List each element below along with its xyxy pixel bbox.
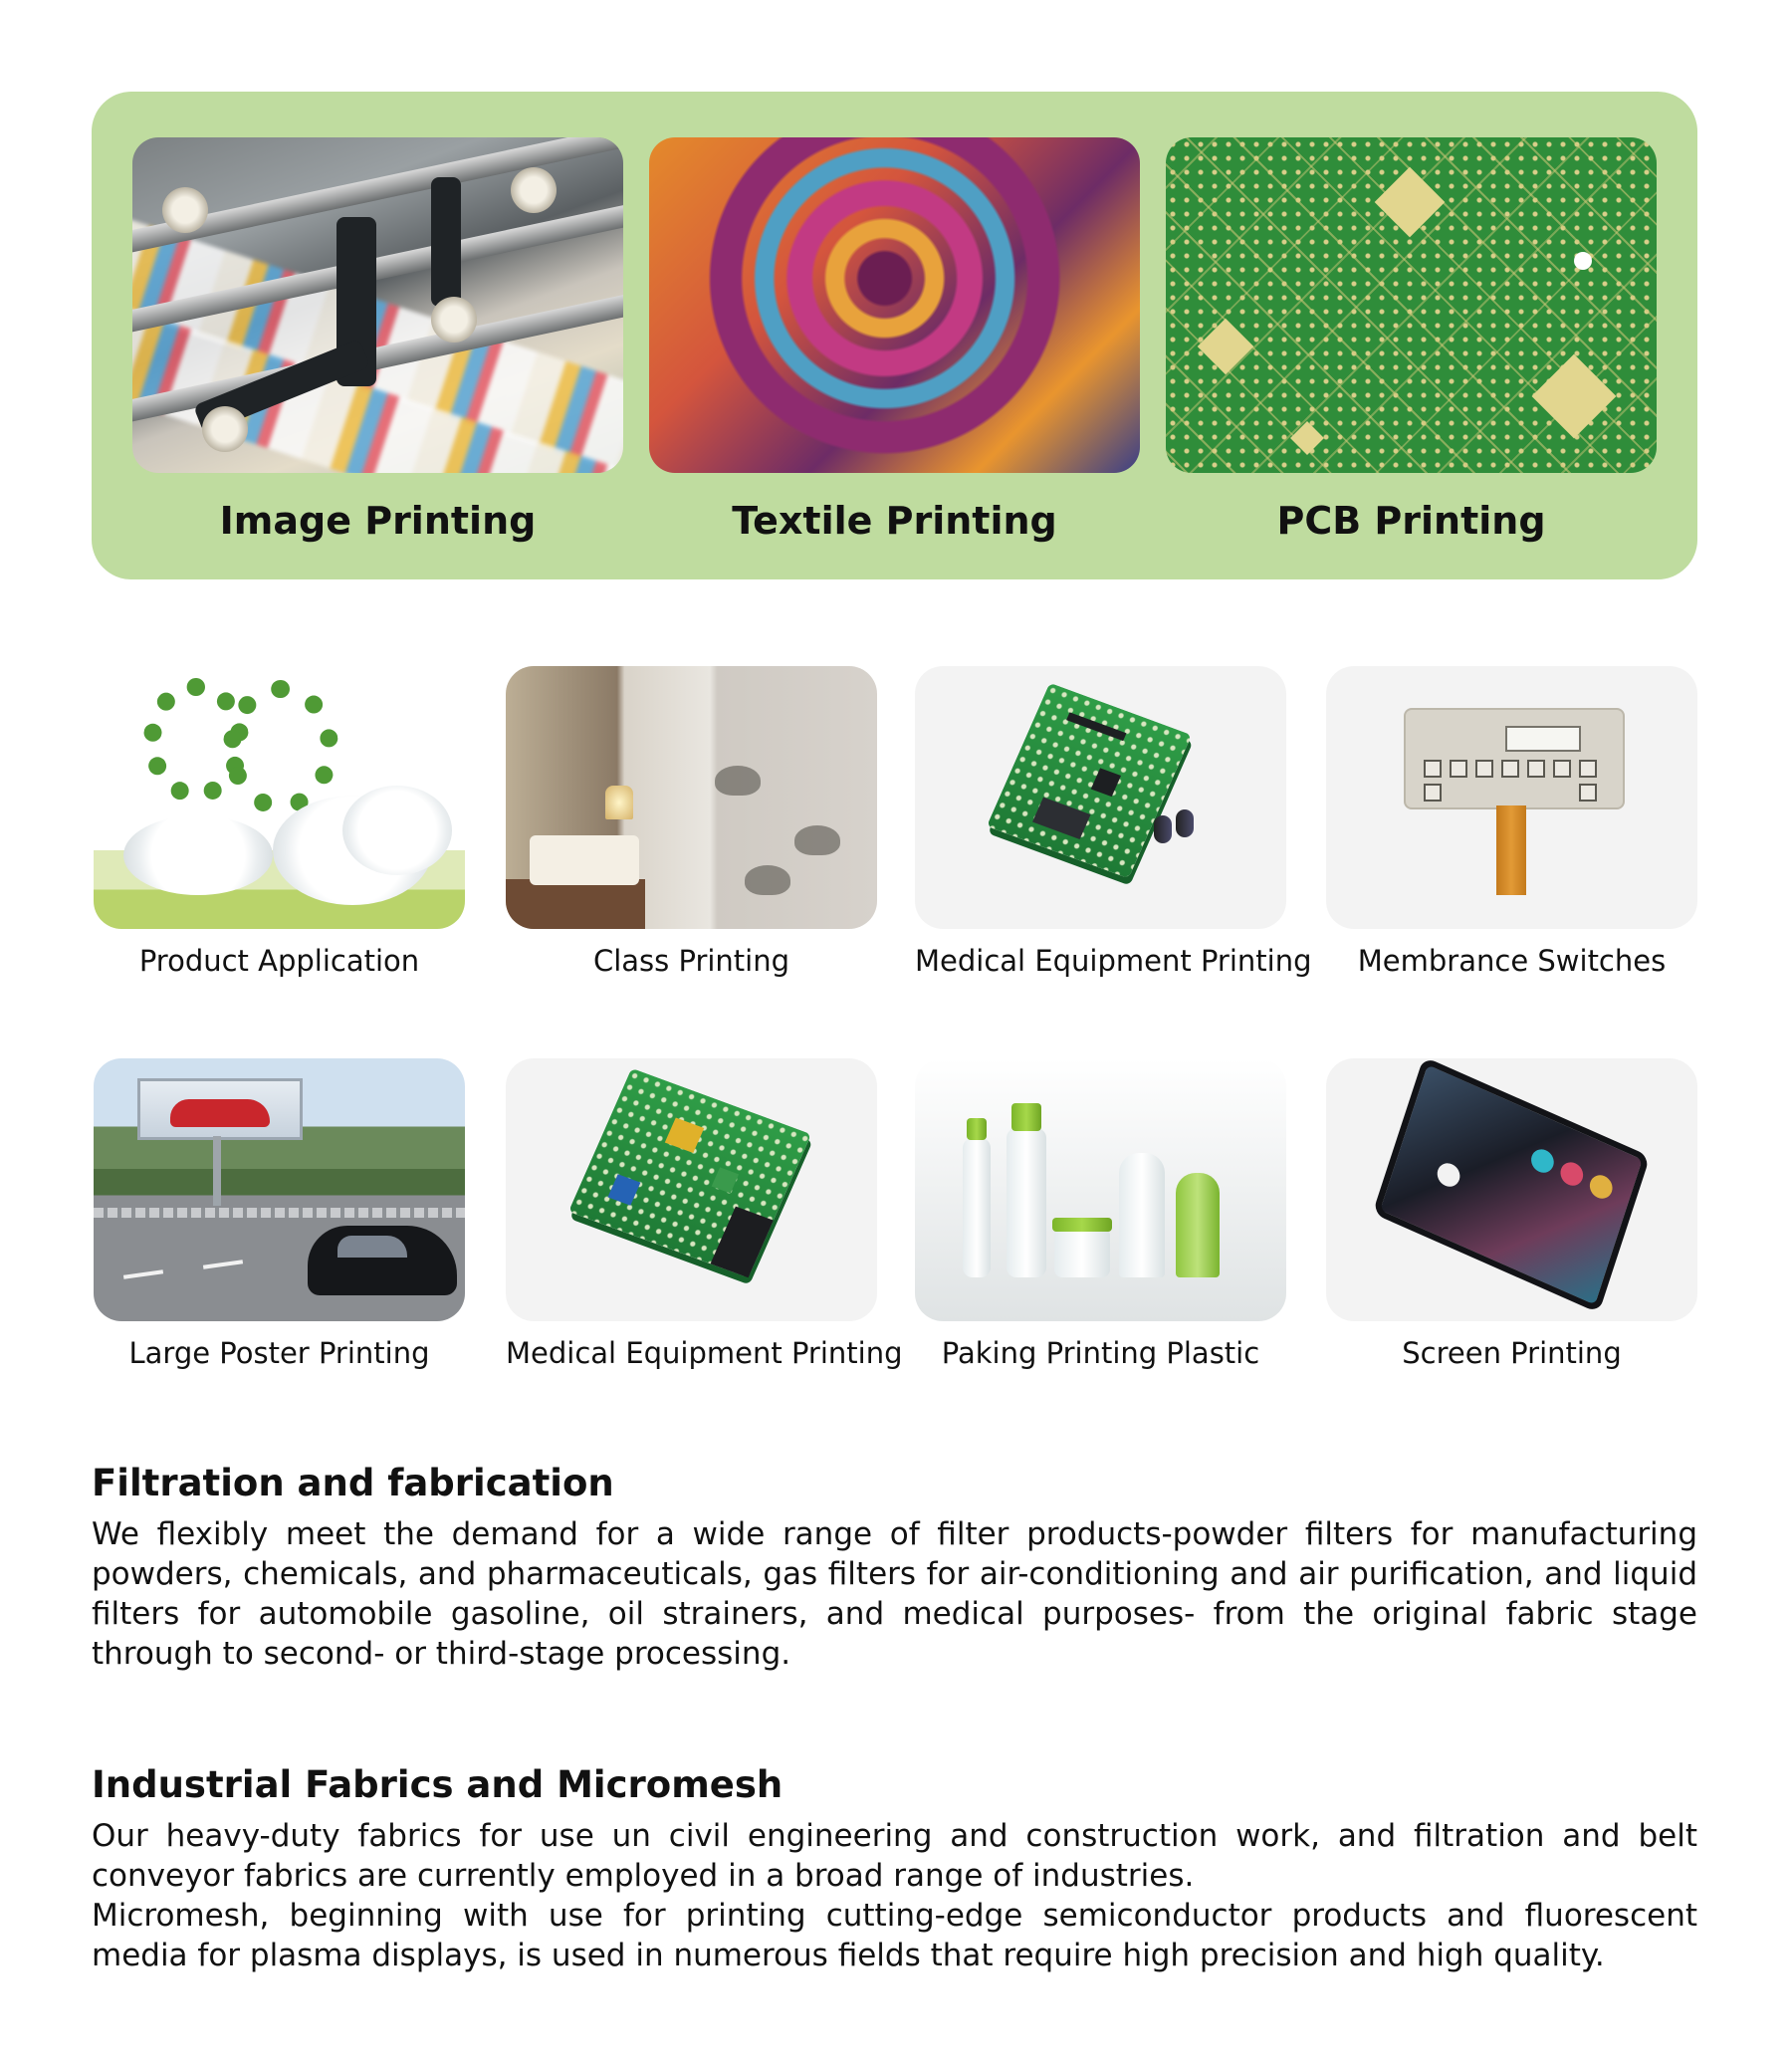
hero-label: Image Printing [219, 499, 537, 543]
card-label: Screen Printing [1402, 1336, 1622, 1370]
glass-room-photo [506, 666, 877, 929]
card-label: Medical Equipment Printing [915, 944, 1312, 978]
card-label: Large Poster Printing [128, 1336, 430, 1370]
billboard-highway-photo [94, 1058, 465, 1321]
section-body-industrial-fabrics [92, 1816, 1697, 1975]
cosmetic-bottles-photo [915, 1058, 1286, 1321]
card-medical-equipment-printing[interactable] [915, 666, 1312, 978]
card-paking-printing-plastic[interactable] [915, 1058, 1286, 1370]
membrane-switch-photo [1326, 666, 1697, 929]
card-membrance-switches[interactable] [1326, 666, 1697, 978]
card-class-printing[interactable] [506, 666, 877, 978]
paragraph: Micromesh, beginning with use for printing cutting-edge semiconductor products and fluorescent media for plasma displays, is used in numerous fields that require high precision and high quality. [92, 1898, 1697, 1973]
card-screen-printing[interactable] [1326, 1058, 1697, 1370]
card-label: Product Application [138, 944, 420, 978]
paragraph: We flexibly meet the demand for a wide range of filter products-powder filters for manufacturing powders, chemicals, and pharmaceuticals, gas filters for air-conditioning and air purification, and liquid filters for automobile gasoline, oil strainers, and medical purposes- from the original fabric stage through to second- or third-stage processing. [92, 1516, 1697, 1672]
printing-press-photo [132, 137, 623, 473]
section-title-industrial-fabrics: Industrial Fabrics and Micromesh [92, 1763, 784, 1806]
pcb-board-photo [1166, 137, 1657, 473]
hero-card-image-printing[interactable] [132, 137, 623, 543]
touchscreen-tablet-photo [1326, 1058, 1697, 1321]
silk-scarf-photo [649, 137, 1140, 473]
card-product-application[interactable] [94, 666, 465, 978]
hero-card-pcb-printing[interactable] [1166, 137, 1657, 543]
plates-photo [94, 666, 465, 929]
section-title-filtration: Filtration and fabrication [92, 1462, 614, 1504]
circuit-board-photo [506, 1058, 877, 1321]
section-body-filtration [92, 1514, 1697, 1674]
card-label: Paking Printing Plastic [941, 1336, 1260, 1370]
hero-panel [92, 92, 1697, 579]
hero-label: Textile Printing [732, 499, 1057, 543]
card-label: Class Printing [592, 944, 790, 978]
circuit-board-photo [915, 666, 1286, 929]
card-medical-equipment-printing-2[interactable] [506, 1058, 903, 1370]
hero-label: PCB Printing [1276, 499, 1546, 543]
card-label: Medical Equipment Printing [506, 1336, 903, 1370]
paragraph: Our heavy-duty fabrics for use un civil engineering and construction work, and filtration and belt conveyor fabrics are currently employed in a broad range of industries. [92, 1818, 1697, 1894]
card-large-poster-printing[interactable] [94, 1058, 465, 1370]
hero-card-textile-printing[interactable] [649, 137, 1140, 543]
card-label: Membrance Switches [1357, 944, 1667, 978]
